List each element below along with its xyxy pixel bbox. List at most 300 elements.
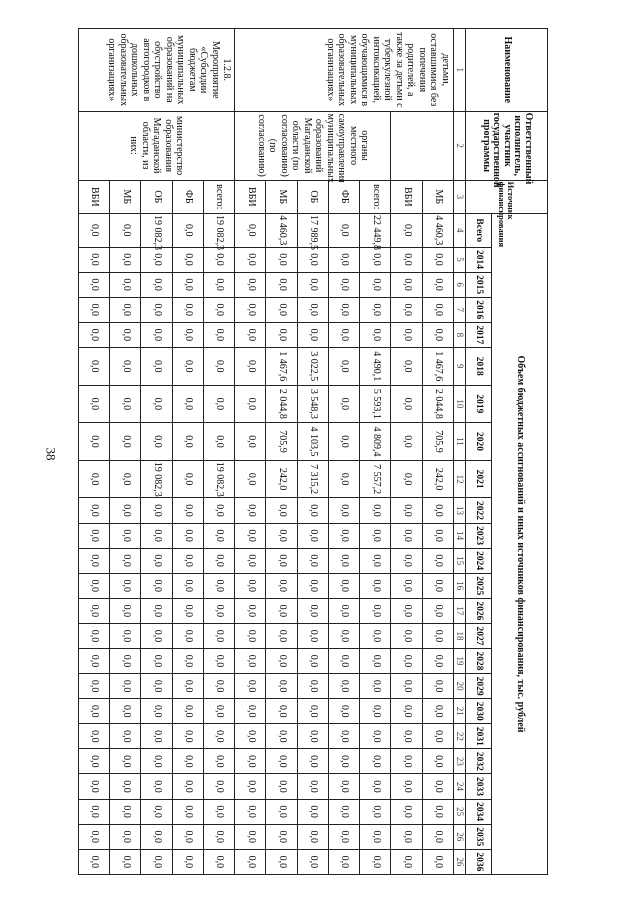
value-cell: 0,0	[391, 523, 422, 548]
value-cell: 0,0	[329, 460, 360, 498]
value-cell: 0,0	[141, 649, 172, 674]
header-year: 2014	[466, 247, 492, 272]
value-cell: 242,0	[422, 460, 453, 498]
header-source: Источник финансирования	[466, 180, 548, 213]
value-cell: 0,0	[329, 347, 360, 385]
value-cell: 0,0	[79, 460, 110, 498]
value-cell: 0,0	[79, 548, 110, 573]
value-cell: 0,0	[360, 799, 391, 824]
column-number: 6	[454, 272, 466, 297]
value-cell: 0,0	[79, 523, 110, 548]
value-cell: 0,0	[141, 598, 172, 623]
value-cell: 0,0	[360, 724, 391, 749]
value-cell: 0,0	[360, 774, 391, 799]
header-funding: Объем бюджетных ассигнований и иных источников финансирования, тыс. рублей	[492, 214, 548, 875]
value-cell: 0,0	[79, 272, 110, 297]
value-cell: 0,0	[422, 649, 453, 674]
value-cell: 0,0	[329, 272, 360, 297]
column-number: 8	[454, 322, 466, 347]
value-cell: 0,0	[110, 724, 141, 749]
value-cell: 1 467,6	[266, 347, 297, 385]
value-cell: 0,0	[391, 699, 422, 724]
column-number: 3	[454, 180, 466, 213]
table-container	[78, 28, 548, 875]
value-cell: 0,0	[329, 548, 360, 573]
value-cell: 0,0	[79, 799, 110, 824]
value-cell: 0,0	[360, 272, 391, 297]
value-cell: 0,0	[360, 322, 391, 347]
value-cell: 0,0	[360, 548, 391, 573]
value-cell: 0,0	[266, 824, 297, 849]
value-cell: 0,0	[329, 849, 360, 874]
value-cell: 0,0	[79, 598, 110, 623]
column-number: 5	[454, 247, 466, 272]
header-year: 2035	[466, 824, 492, 849]
value-cell: 0,0	[235, 824, 266, 849]
value-cell: 0,0	[141, 623, 172, 648]
value-cell: 0,0	[422, 623, 453, 648]
value-cell: 0,0	[329, 623, 360, 648]
value-cell: 0,0	[297, 774, 328, 799]
value-cell: 0,0	[235, 674, 266, 699]
value-cell: 0,0	[172, 824, 203, 849]
value-cell: 0,0	[266, 849, 297, 874]
value-cell: 0,0	[235, 460, 266, 498]
total-cell: 0,0	[235, 214, 266, 247]
value-cell: 242,0	[266, 460, 297, 498]
value-cell: 0,0	[329, 322, 360, 347]
value-cell: 0,0	[266, 623, 297, 648]
value-cell: 0,0	[141, 247, 172, 272]
page-number: 38	[43, 447, 59, 461]
measure-name-cell: 1.2.8. Мероприятие «Субсидии бюджетам муниципальных образований на обустройство автогородков в дошкольных образовательных организациях»	[79, 29, 235, 112]
value-cell: 0,0	[79, 824, 110, 849]
value-cell: 0,0	[172, 347, 203, 385]
header-year: 2022	[466, 498, 492, 523]
value-cell: 0,0	[110, 573, 141, 598]
executor-cell: органы местного самоуправления муниципальных образований Магаданской области (по согласованию) (по согласованию)	[235, 111, 391, 180]
column-number: 20	[454, 674, 466, 699]
value-cell: 0,0	[422, 247, 453, 272]
value-cell: 0,0	[266, 674, 297, 699]
value-cell: 0,0	[172, 498, 203, 523]
value-cell: 0,0	[422, 272, 453, 297]
value-cell: 0,0	[297, 699, 328, 724]
value-cell: 0,0	[360, 297, 391, 322]
value-cell: 0,0	[235, 799, 266, 824]
total-cell: 0,0	[329, 214, 360, 247]
value-cell: 0,0	[110, 423, 141, 461]
value-cell: 3 022,5	[297, 347, 328, 385]
value-cell: 0,0	[141, 699, 172, 724]
value-cell: 0,0	[79, 385, 110, 423]
header-year: 2024	[466, 548, 492, 573]
total-cell: 22 449,8	[360, 214, 391, 247]
value-cell: 0,0	[235, 774, 266, 799]
value-cell: 0,0	[172, 573, 203, 598]
column-number: 25	[454, 799, 466, 824]
value-cell: 705,9	[266, 423, 297, 461]
executor-cell: министерство образования Магаданской области, из них:	[79, 111, 235, 180]
value-cell: 0,0	[204, 649, 235, 674]
value-cell: 0,0	[110, 297, 141, 322]
value-cell: 0,0	[266, 322, 297, 347]
value-cell: 0,0	[422, 674, 453, 699]
column-number: 22	[454, 724, 466, 749]
value-cell: 4 809,4	[360, 423, 391, 461]
value-cell: 0,0	[297, 523, 328, 548]
value-cell: 0,0	[204, 674, 235, 699]
value-cell: 0,0	[329, 724, 360, 749]
source-cell: МБ	[266, 180, 297, 213]
value-cell: 0,0	[329, 824, 360, 849]
source-cell: всего:	[204, 180, 235, 213]
value-cell: 2 044,8	[266, 385, 297, 423]
header-year: 2019	[466, 385, 492, 423]
column-number: 14	[454, 523, 466, 548]
value-cell: 0,0	[110, 247, 141, 272]
value-cell: 0,0	[141, 674, 172, 699]
value-cell: 0,0	[329, 674, 360, 699]
header-executor: Ответственный исполнитель, участник государственной программы	[466, 111, 548, 180]
value-cell: 0,0	[391, 423, 422, 461]
value-cell: 0,0	[141, 749, 172, 774]
value-cell: 0,0	[110, 623, 141, 648]
source-cell: ОБ	[141, 180, 172, 213]
value-cell: 19 082,3	[141, 460, 172, 498]
value-cell: 0,0	[110, 523, 141, 548]
value-cell: 0,0	[329, 385, 360, 423]
value-cell: 0,0	[110, 824, 141, 849]
value-cell: 0,0	[391, 498, 422, 523]
value-cell: 0,0	[172, 799, 203, 824]
column-number: 4	[454, 214, 466, 247]
header-year: 2029	[466, 674, 492, 699]
value-cell: 0,0	[235, 699, 266, 724]
header-name: Наименование	[466, 29, 548, 112]
value-cell: 0,0	[329, 749, 360, 774]
value-cell: 0,0	[172, 247, 203, 272]
value-cell: 19 082,3	[204, 460, 235, 498]
value-cell: 0,0	[391, 322, 422, 347]
column-number: 13	[454, 498, 466, 523]
value-cell: 0,0	[79, 297, 110, 322]
value-cell: 0,0	[110, 774, 141, 799]
value-cell: 0,0	[204, 849, 235, 874]
value-cell: 0,0	[172, 297, 203, 322]
value-cell: 0,0	[79, 674, 110, 699]
value-cell: 0,0	[360, 498, 391, 523]
value-cell: 0,0	[266, 297, 297, 322]
value-cell: 0,0	[266, 548, 297, 573]
header-total: Всего	[466, 214, 492, 247]
value-cell: 0,0	[297, 297, 328, 322]
value-cell: 0,0	[141, 498, 172, 523]
value-cell: 0,0	[141, 423, 172, 461]
value-cell: 0,0	[172, 724, 203, 749]
table-row	[422, 29, 453, 875]
value-cell: 0,0	[204, 724, 235, 749]
value-cell: 0,0	[235, 749, 266, 774]
value-cell: 0,0	[297, 849, 328, 874]
value-cell: 0,0	[235, 247, 266, 272]
value-cell: 0,0	[79, 247, 110, 272]
value-cell: 0,0	[172, 322, 203, 347]
value-cell: 0,0	[79, 774, 110, 799]
value-cell: 0,0	[141, 322, 172, 347]
value-cell: 0,0	[360, 247, 391, 272]
value-cell: 0,0	[79, 699, 110, 724]
value-cell: 0,0	[329, 598, 360, 623]
value-cell: 7 557,2	[360, 460, 391, 498]
value-cell: 0,0	[235, 573, 266, 598]
value-cell: 2 044,8	[422, 385, 453, 423]
value-cell: 0,0	[110, 849, 141, 874]
value-cell: 0,0	[172, 699, 203, 724]
value-cell: 0,0	[141, 774, 172, 799]
value-cell: 0,0	[110, 460, 141, 498]
value-cell: 0,0	[235, 322, 266, 347]
value-cell: 0,0	[297, 272, 328, 297]
value-cell: 0,0	[141, 573, 172, 598]
executor-cell	[391, 111, 454, 180]
value-cell: 0,0	[422, 548, 453, 573]
total-cell: 0,0	[391, 214, 422, 247]
value-cell: 0,0	[110, 749, 141, 774]
value-cell: 0,0	[79, 849, 110, 874]
column-number: 9	[454, 347, 466, 385]
value-cell: 0,0	[204, 247, 235, 272]
header-year: 2032	[466, 749, 492, 774]
value-cell: 0,0	[110, 598, 141, 623]
value-cell: 0,0	[141, 724, 172, 749]
value-cell: 0,0	[235, 598, 266, 623]
value-cell: 0,0	[204, 799, 235, 824]
value-cell: 0,0	[360, 699, 391, 724]
value-cell: 0,0	[266, 247, 297, 272]
value-cell: 0,0	[79, 724, 110, 749]
value-cell: 0,0	[141, 385, 172, 423]
value-cell: 0,0	[172, 649, 203, 674]
value-cell: 0,0	[360, 649, 391, 674]
value-cell: 0,0	[204, 272, 235, 297]
column-number: 21	[454, 699, 466, 724]
header-year: 2018	[466, 347, 492, 385]
value-cell: 705,9	[422, 423, 453, 461]
value-cell: 0,0	[360, 623, 391, 648]
value-cell: 0,0	[172, 749, 203, 774]
value-cell: 0,0	[266, 799, 297, 824]
value-cell: 0,0	[329, 423, 360, 461]
value-cell: 0,0	[204, 699, 235, 724]
value-cell: 0,0	[329, 523, 360, 548]
value-cell: 0,0	[235, 548, 266, 573]
source-cell: ВБИ	[391, 180, 422, 213]
value-cell: 0,0	[422, 849, 453, 874]
value-cell: 0,0	[329, 649, 360, 674]
value-cell: 0,0	[110, 699, 141, 724]
value-cell: 0,0	[329, 498, 360, 523]
value-cell: 0,0	[235, 523, 266, 548]
value-cell: 0,0	[422, 322, 453, 347]
source-cell: ФБ	[172, 180, 203, 213]
column-number: 2	[454, 111, 466, 180]
value-cell: 0,0	[235, 423, 266, 461]
value-cell: 0,0	[329, 297, 360, 322]
value-cell: 0,0	[172, 623, 203, 648]
value-cell: 0,0	[360, 573, 391, 598]
value-cell: 0,0	[79, 322, 110, 347]
value-cell: 0,0	[391, 623, 422, 648]
value-cell: 0,0	[79, 623, 110, 648]
value-cell: 0,0	[235, 498, 266, 523]
header-year: 2026	[466, 598, 492, 623]
value-cell: 0,0	[360, 849, 391, 874]
value-cell: 3 548,3	[297, 385, 328, 423]
column-number: 23	[454, 749, 466, 774]
value-cell: 0,0	[79, 498, 110, 523]
header-year: 2030	[466, 699, 492, 724]
value-cell: 0,0	[297, 573, 328, 598]
header-year: 2031	[466, 724, 492, 749]
total-cell: 17 989,5	[297, 214, 328, 247]
header-year: 2034	[466, 799, 492, 824]
source-cell: всего:	[360, 180, 391, 213]
value-cell: 0,0	[422, 824, 453, 849]
value-cell: 0,0	[266, 699, 297, 724]
value-cell: 0,0	[110, 548, 141, 573]
value-cell: 0,0	[172, 849, 203, 874]
value-cell: 0,0	[391, 724, 422, 749]
value-cell: 7 315,2	[297, 460, 328, 498]
value-cell: 0,0	[422, 724, 453, 749]
value-cell: 0,0	[235, 385, 266, 423]
total-cell: 19 082,3	[204, 214, 235, 247]
value-cell: 0,0	[422, 799, 453, 824]
value-cell: 0,0	[204, 297, 235, 322]
value-cell: 4 103,5	[297, 423, 328, 461]
value-cell: 0,0	[110, 799, 141, 824]
total-cell: 4 460,3	[422, 214, 453, 247]
value-cell: 0,0	[204, 498, 235, 523]
table-row	[204, 29, 235, 875]
value-cell: 0,0	[110, 322, 141, 347]
total-cell: 0,0	[79, 214, 110, 247]
value-cell: 0,0	[141, 799, 172, 824]
value-cell: 0,0	[172, 423, 203, 461]
header-year: 2017	[466, 322, 492, 347]
header-year: 2025	[466, 573, 492, 598]
funding-table	[78, 28, 548, 875]
column-number: 24	[454, 774, 466, 799]
value-cell: 0,0	[204, 598, 235, 623]
value-cell: 0,0	[172, 598, 203, 623]
value-cell: 0,0	[204, 749, 235, 774]
source-cell: ВБИ	[79, 180, 110, 213]
header-year: 2016	[466, 297, 492, 322]
value-cell: 0,0	[266, 774, 297, 799]
table-row	[360, 29, 391, 875]
value-cell: 0,0	[391, 297, 422, 322]
header-year: 2020	[466, 423, 492, 461]
value-cell: 0,0	[79, 649, 110, 674]
value-cell: 0,0	[141, 849, 172, 874]
value-cell: 0,0	[422, 297, 453, 322]
total-cell: 0,0	[172, 214, 203, 247]
column-number: 19	[454, 649, 466, 674]
value-cell: 0,0	[141, 347, 172, 385]
total-cell: 0,0	[110, 214, 141, 247]
value-cell: 0,0	[422, 774, 453, 799]
value-cell: 0,0	[266, 598, 297, 623]
source-cell: ОБ	[297, 180, 328, 213]
value-cell: 0,0	[204, 548, 235, 573]
value-cell: 0,0	[141, 548, 172, 573]
value-cell: 0,0	[172, 548, 203, 573]
value-cell: 0,0	[172, 523, 203, 548]
total-cell: 4 460,3	[266, 214, 297, 247]
column-number: 26	[454, 824, 466, 849]
value-cell: 0,0	[204, 523, 235, 548]
value-cell: 0,0	[391, 598, 422, 623]
value-cell: 0,0	[297, 623, 328, 648]
value-cell: 0,0	[79, 573, 110, 598]
column-number: 18	[454, 623, 466, 648]
value-cell: 0,0	[360, 824, 391, 849]
value-cell: 0,0	[79, 347, 110, 385]
value-cell: 0,0	[297, 749, 328, 774]
value-cell: 0,0	[172, 272, 203, 297]
value-cell: 0,0	[172, 674, 203, 699]
value-cell: 0,0	[266, 749, 297, 774]
column-number: 15	[454, 548, 466, 573]
column-number: 12	[454, 460, 466, 498]
value-cell: 0,0	[297, 598, 328, 623]
value-cell: 0,0	[297, 322, 328, 347]
value-cell: 0,0	[360, 674, 391, 699]
value-cell: 0,0	[110, 649, 141, 674]
value-cell: 0,0	[297, 649, 328, 674]
value-cell: 0,0	[391, 749, 422, 774]
value-cell: 0,0	[297, 724, 328, 749]
value-cell: 1 467,6	[422, 347, 453, 385]
value-cell: 0,0	[204, 573, 235, 598]
value-cell: 0,0	[235, 623, 266, 648]
value-cell: 0,0	[141, 824, 172, 849]
header-year: 2027	[466, 623, 492, 648]
column-number: 17	[454, 598, 466, 623]
column-number: 1	[454, 29, 466, 112]
value-cell: 0,0	[391, 385, 422, 423]
value-cell: 0,0	[110, 498, 141, 523]
value-cell: 0,0	[172, 460, 203, 498]
value-cell: 0,0	[391, 460, 422, 498]
value-cell: 0,0	[266, 649, 297, 674]
value-cell: 0,0	[204, 423, 235, 461]
value-cell: 0,0	[266, 272, 297, 297]
value-cell: 0,0	[391, 824, 422, 849]
value-cell: 0,0	[297, 498, 328, 523]
value-cell: 0,0	[329, 573, 360, 598]
value-cell: 0,0	[297, 247, 328, 272]
value-cell: 0,0	[422, 498, 453, 523]
value-cell: 0,0	[297, 799, 328, 824]
value-cell: 0,0	[235, 272, 266, 297]
source-cell: МБ	[422, 180, 453, 213]
value-cell: 0,0	[110, 385, 141, 423]
header-year: 2033	[466, 774, 492, 799]
value-cell: 0,0	[204, 774, 235, 799]
